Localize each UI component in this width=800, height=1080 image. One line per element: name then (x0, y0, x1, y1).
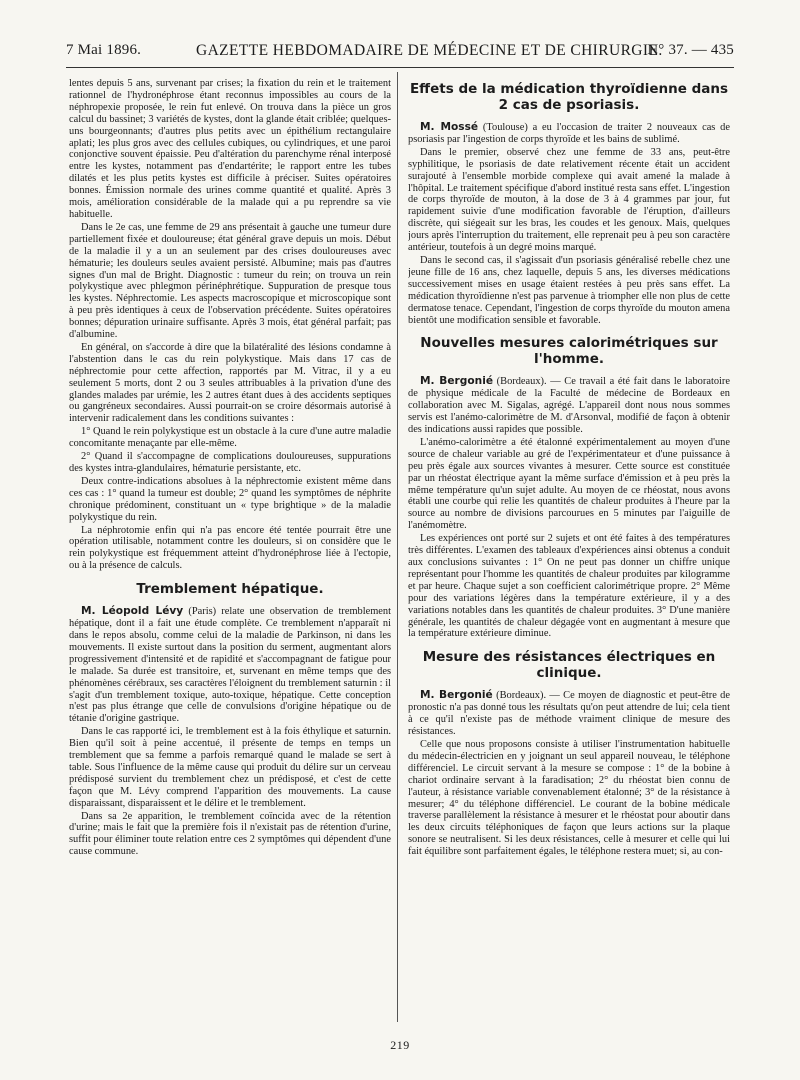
page-number: 219 (390, 1038, 410, 1052)
paragraph-text: (Bordeaux). — Ce moyen de diagnostic et peut-être de pronostic n'a pas donné tous les résultats qu'on peut attendre de lui; cela tient à ce qu'il n'existe pas de méthode vraiment clinique de mesure des résistances. (408, 690, 730, 738)
paragraph (408, 690, 730, 738)
author-name: M. Bergonié (420, 689, 493, 702)
paragraph: Celle que nous proposons consiste à utiliser l'instrumentation habituelle du médecin-électricien en y joignant un seul appareil nouveau, le téléphone différenciel. Le circuit servant à la mesure se compose : 1° de la bobine à chariot ordinaire servant à la faradisation; 2° du rhéostat bien connu de l'auteur, à résistance variable convenablement étalonné; 3° de la résistance à mesurer; 4° du téléphone différenciel. Le courant de la bobine médicale traverse parallèlement la résistance à mesurer et le rhéostat pour aboutir dans les deux circuits téléphoniques de façon que leurs actions sur la plaque sonore se neutralisent. Si les deux résistances, celle à mesurer et celle qui lui fait équilibre sont parfaitement égales, le téléphone restera muet; si, au con- (408, 738, 730, 858)
paragraph: La néphrotomie enfin qui n'a pas encore été tentée pourrait être une opération utilisable, notamment contre les douleurs, si on considère que le rein polykystique est fréquemment atteint d'hydronéphrose liée à l'ectopie, ou à la présence de calculs. (69, 524, 391, 572)
paragraph: lentes depuis 5 ans, survenant par crises; la fixation du rein et le traitement rationnel de l'hydronéphrose étant reconnus impossibles au cours de la néphropexie proposée, le rein fut enlevé. On trouva dans la pièce un gros calcul du bassinet; 3 variétés de kystes, dont la glande était criblée; quelques-uns bourgeonnants; d'autres plus petits avec un épithélium rectangulaire aplati; les plus gros avec des cellules cubiques, ou cylindriques, et une paroi conjonctive souvent épaissie. Peu d'altération du parenchyme rénal interposé entre les kystes, notamment pas d'endartérite; le rapport entre les tubes dilatés et les plus petits kystes est difficile à préciser. Suites opératoires bonnes. Émission normale des urines comme quantité et qualité. Après 3 mois, amélioration considérable de la malade qui a pu reprendre sa vie habituelle. (69, 78, 391, 220)
author-name: M. Bergonié (420, 375, 494, 388)
paragraph: Dans le second cas, il s'agissait d'un psoriasis généralisé rebelle chez une jeune fille de 16 ans, chez laquelle, depuis 5 ans, les diverses médications successivement mises en usage étaient restées à peu près sans effet. La médication thyroïdienne n'est pas parvenue à triompher elle non plus de cette dermatose tenace. Cependant, l'ingestion de corps thyroïde du mouton amena bientôt une modification sensible et favorable. (408, 254, 730, 326)
header-date: 7 Mai 1896. (66, 42, 142, 58)
paragraph: Dans le premier, observé chez une femme de 33 ans, peut-être syphilitique, le psoriasis de date relativement récente était un accident surajouté à l'ensemble morbide complexe qui avait amené la malade à l'hôpital. Le traitement spécifique d'abord institué resta sans effet. L'ingestion de corps thyroïde de mouton, à la dose de 3 à 4 grammes par jour, fut rapidement suivie d'une modification favorable de l'éruption, d'ailleurs discrète, qui siégeait sur les bras, les coudes et les genoux. Mais, quelques jours après l'interruption du traitement, elle reprenait peu à peu son caractère antérieur, toutefois à un degré moins marqué. (408, 146, 730, 254)
paragraph (69, 606, 391, 725)
paragraph: L'anémo-calorimètre a été étalonné expérimentalement au moyen d'une source de chaleur variable au gré de l'expérimentateur et d'une puissance à peu près égale aux sources vivantes à mesurer. Cette source est constituée par un rhéostat électrique ayant la même surface d'émission et à peu près la même température qu'un sujet adulte. Au moyen de ce rhéostat, nous avons établi une courbe qui relie les quantités de chaleur produites à l'heure par la source au nombre de divisions parcourues en 5 minutes par l'aiguille de l'anémomètre. (408, 436, 730, 532)
paragraph: En général, on s'accorde à dire que la bilatéralité des lésions condamne à l'abstention dans le cas du rein polykystique. Mais dans 17 cas de néphrectomie pour cette affection, rapportés par M. Vitrac, il y a eu seulement 5 morts, dont 2 ou 3 seules attribuables à la privation d'une des glandes malades par urémie, les 2 autres étant dues à des accidents septiques ou gangréneux secondaires. Aussi pourrait-on se croire désormais autorisé à intervenir radicalement dans les conditions suivantes : (69, 341, 391, 425)
author-name: M. Léopold Lévy (81, 605, 184, 618)
header-rule (66, 67, 734, 68)
header-journal-title: GAZETTE HEBDOMADAIRE DE MÉDECINE ET DE CHIRURGIE. (196, 42, 663, 59)
paragraph: Dans sa 2e apparition, le tremblement coïncida avec de la rétention d'urine; mais le fait que la première fois il n'existait pas de rétention d'urine, suffit pour éliminer toute relation entre ces 2 symptômes qui dépendent d'une cause commune. (69, 810, 391, 858)
paragraph (408, 122, 730, 146)
paragraph: Dans le 2e cas, une femme de 29 ans présentait à gauche une tumeur dure partiellement fixée et douloureuse; état général grave depuis un mois. Début de la maladie il y a un an seulement par des crises douloureuses avec hématurie; les douleurs seules avaient persisté. Albumine; mais pas d'autres signes d'un mal de Bright. Diagnostic : tumeur du rein; on trouva un rein polykystique avec phlegmon périnéphrétique. Suppuration de presque tous les kystes. Néphrectomie. Les aspects macroscopique et microscopique sont à peu près identiques à ceux de l'observation précédente. Suites opératoires bonnes; dépuration urinaire suffisante. Après 3 mois, état général parfait; pas d'albumine. (69, 221, 391, 341)
paragraph: Deux contre-indications absolues à la néphrectomie existent même dans ces cas : 1° quand la tumeur est double; 2° quand les symptômes de néphrite chronique prédominent, constituant un « type brightique » de la maladie polykystique du rein. (69, 475, 391, 523)
author-name: M. Mossé (420, 121, 479, 133)
section-title: Effets de la médication thyroïdienne dans 2 cas de psoriasis. (409, 81, 729, 113)
section-title: Tremblement hépatique. (136, 581, 324, 598)
paragraph-text: (Toulouse) a eu l'occasion de traiter 2 nouveaux cas de psoriasis par l'ingestion de corps thyroïde et les bains de sublimé. (408, 122, 730, 145)
running-header (66, 42, 734, 64)
left-column (69, 78, 391, 1033)
paragraph (408, 376, 730, 436)
right-column (408, 78, 730, 1033)
paragraph: 2° Quand il s'accompagne de complications douloureuses, suppurations des kystes intra-glandulaires, hématurie persistante, etc. (69, 451, 391, 474)
paragraph: Les expériences ont porté sur 2 sujets et ont été faites à des températures très différentes. L'examen des tableaux d'expériences ainsi obtenus a conduit aux conclusions suivantes : 1° On ne peut pas donner un chiffre unique représentant pour l'homme les quantités de chaleur produites par kilogramme et par heure. Chaque sujet a son coefficient calorimétrique propre. 2° Même pour des variations légères dans la température extérieure, il y a des variations notables dans les quantités de chaleur produites. 3° D'une manière générale, les quantités de chaleur dégagée vont en augmentant à mesure que la température extérieure diminue. (408, 533, 730, 640)
header-issue-page: N° 37. — 435 (647, 42, 734, 58)
paragraph: Dans le cas rapporté ici, le tremblement est à la fois éthylique et saturnin. Bien qu'il soit à peine accentué, il présente de temps en temps un tremblement que sa femme a parfois remarqué quand le malade se sert à table. Sous l'influence de la même cause qui produit du délire sur un cerveau prédisposé survient du tremblement chez un prédisposé, et c'est de cette façon que M. Lévy comprend l'apparition des mouvements. La cause disparaissant, disparaissent et le délire et le tremblement. (69, 726, 391, 809)
paragraph: 1° Quand le rein polykystique est un obstacle à la cure d'une autre maladie concomitante menaçante par elle-même. (69, 426, 391, 450)
section-title: Nouvelles mesures calorimétriques sur l'homme. (420, 335, 718, 368)
section-title: Mesure des résistances électriques en clinique. (422, 649, 716, 682)
paragraph-text: (Paris) relate une observation de tremblement hépatique, dont il a fait une étude complète. Ce tremblement n'apparaît ni dans le repos absolu, comme celui de la maladie de Parkinson, ni dans les mouvements. Il existe surtout dans la position du serment, augmentant alors progressivement d'intensité et de rapidité et s'accompagnant de fatigue pour le malade. Sa durée est transitoire, et, survenant en même temps que des phénomènes cérébraux, ses caractères l'éloignent du tremblement saturnin : il s'agit d'un tremblement toxique, auto-toxique, hépatique. Cette conception n'est pas plus étrange que celle de convulsions d'origine hépatique ou de tétanie d'origine gastrique. (69, 606, 391, 725)
column-divider (397, 72, 398, 1022)
paragraph-text: (Bordeaux). — Ce travail a été fait dans le laboratoire de physique médicale de la Faculté de médecine de Bordeaux en collaboration avec M. Sigalas, agrégé. L'appareil dont nous nous sommes servis est l'anémo-calorimètre de M. d'Arsonval, modifié de façon à obtenir des indications aussi rapides que possible. (408, 376, 730, 436)
